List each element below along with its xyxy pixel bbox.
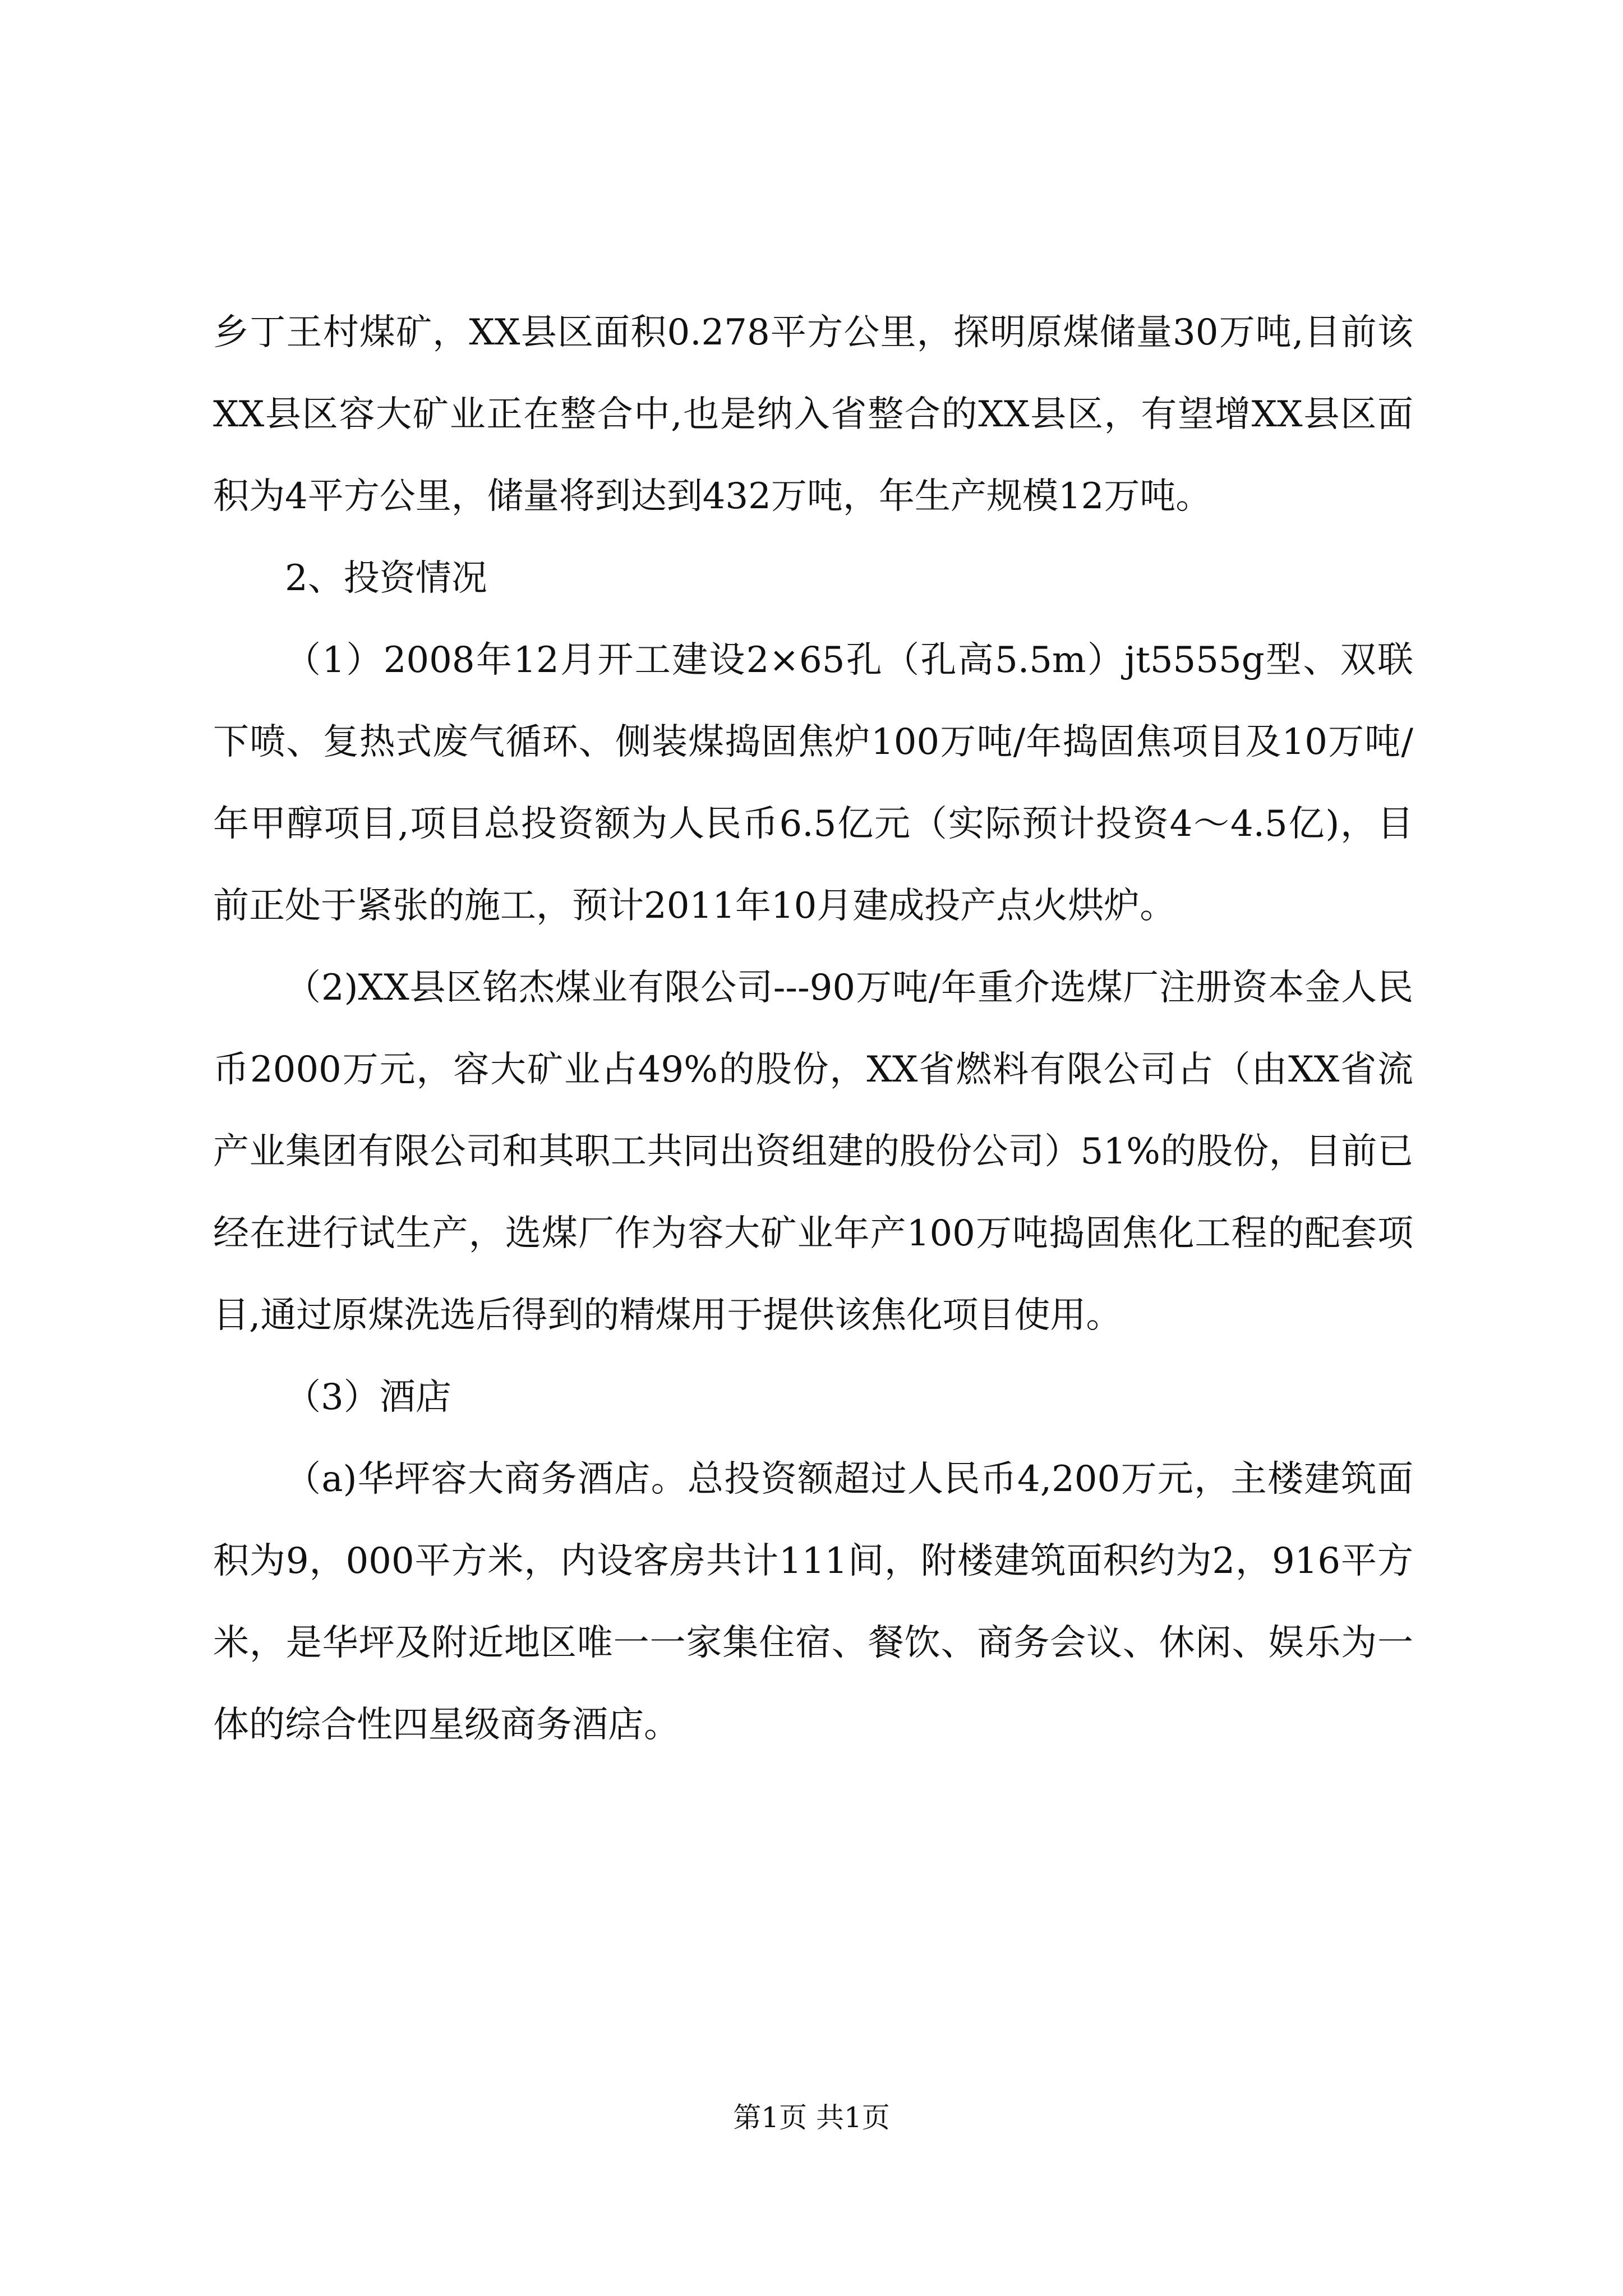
page-number-footer: 第1页 共1页 <box>733 2101 890 2134</box>
paragraph-coal-washing-plant: （2)XX县区铭杰煤业有限公司---90万吨/年重介选煤厂注册资本金人民币2000万元，容大矿业占49%的股份，XX省燃料有限公司占（由XX省流产业集团有限公司和其职工共同出资组建的股份公司）51%的股份，目前已经在进行试生产，选煤厂作为容大矿业年产100万吨捣固焦化工程的配套项目,通过原煤洗选后得到的精煤用于提供该焦化项目使用。 <box>213 967 1413 1336</box>
paragraph-coke-project: （1）2008年12月开工建设2×65孔（孔高5.5m）jt5555g型、双联下喷、复热式废气循环、侧装煤捣固焦炉100万吨/年捣固焦项目及10万吨/年甲醇项目,项目总投资额为人民币6.5亿元（实际预计投资4～4.5亿)，目前正处于紧张的施工，预计2011年10月建成投产点火烘炉。 <box>213 639 1413 927</box>
subheading-hotel: （3）酒店 <box>285 1377 451 1418</box>
paragraph-business-hotel: （a)华坪容大商务酒店。总投资额超过人民币4,200万元，主楼建筑面积为9，000平方米，内设客房共计111间，附楼建筑面积约为2，916平方米，是华坪及附近地区唯一一家集住宿、餐饮、商务会议、休闲、娱乐为一体的综合性四星级商务酒店。 <box>213 1458 1413 1746</box>
section-heading-investment: 2、投资情况 <box>285 558 487 599</box>
document-body <box>213 292 1413 1766</box>
paragraph-coal-mine-intro: 乡丁王村煤矿，XX县区面积0.278平方公里，探明原煤储量30万吨,目前该XX县区容大矿业正在整合中,也是纳入省整合的XX县区，有望增XX县区面积为4平方公里，储量将到达到432万吨，年生产规模12万吨。 <box>213 312 1413 517</box>
